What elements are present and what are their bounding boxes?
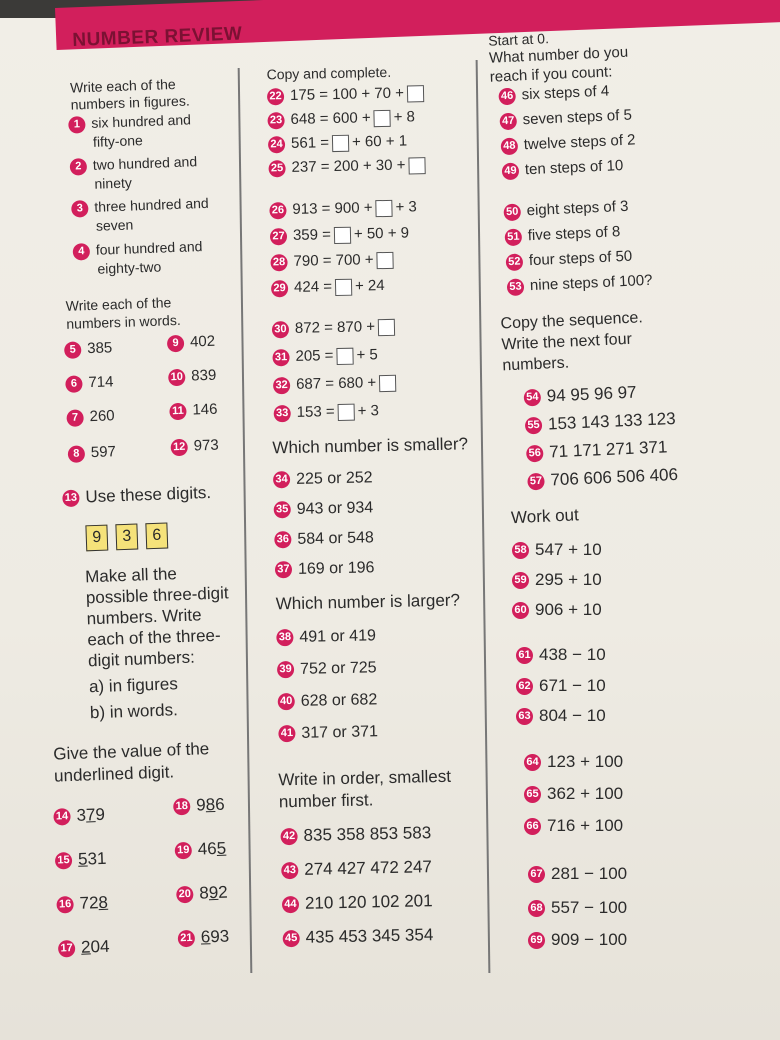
instruction-line: Make all the <box>84 564 178 587</box>
number-to-write: 597 <box>90 443 117 462</box>
question-badge: 55 <box>525 417 543 435</box>
number-part: 72 <box>79 893 99 913</box>
question-badge: 15 <box>55 852 73 870</box>
question-badge: 41 <box>278 725 295 742</box>
question-text: 584 or 548 <box>297 529 375 548</box>
equation-left: 237 = 200 + 30 + <box>291 156 406 176</box>
work-out-item <box>528 898 627 918</box>
question-badge: 45 <box>283 930 300 947</box>
number-part: 9 <box>95 804 106 825</box>
number-part: 31 <box>87 848 107 869</box>
work-out-item <box>516 676 606 696</box>
question-badge: 47 <box>499 112 517 130</box>
number-part: 6 <box>214 794 225 814</box>
step-text: eight steps of 3 <box>526 197 629 220</box>
operation-text: 716 + 100 <box>547 816 624 835</box>
question-badge: 60 <box>512 602 529 619</box>
item-text-line-2: ninety <box>94 174 133 192</box>
work-out-item <box>512 570 602 590</box>
question-badge: 57 <box>527 473 545 491</box>
instruction-line: digit numbers: <box>87 647 196 671</box>
work-out-item <box>516 645 606 665</box>
question-badge: 25 <box>268 160 285 177</box>
question-13-text: Use these digits. <box>85 482 212 507</box>
underlined-digit: 8 <box>205 794 216 815</box>
equation-left: 424 = <box>293 278 333 296</box>
step-text: five steps of 8 <box>527 223 621 245</box>
question-text: 491 or 419 <box>299 627 377 646</box>
number-to-write: 385 <box>86 339 113 358</box>
question-badge: 54 <box>523 389 541 407</box>
number-to-write: 714 <box>88 373 114 392</box>
equation-right: + 3 <box>395 198 417 216</box>
question-badge: 34 <box>273 471 290 488</box>
question-badge: 12 <box>170 438 188 456</box>
number-part: 3 <box>76 805 87 825</box>
question-badge: 32 <box>273 377 290 394</box>
question-badge: 58 <box>512 542 529 559</box>
question-text: 169 or 196 <box>297 559 375 578</box>
number-part: 04 <box>90 936 110 957</box>
question-badge: 17 <box>58 940 76 958</box>
question-badge: 42 <box>280 828 297 845</box>
number-to-write: 146 <box>192 400 218 419</box>
question-badge: 66 <box>524 818 541 835</box>
step-text: nine steps of 100? <box>529 271 653 295</box>
operation-text: 557 − 100 <box>551 898 628 917</box>
operation-text: 547 + 10 <box>535 540 602 559</box>
question-badge: 5 <box>64 341 82 359</box>
underlined-digit: 5 <box>77 849 88 869</box>
question-badge: 21 <box>178 930 196 948</box>
item-text-line-1: three hundred and <box>93 194 209 215</box>
operation-text: 295 + 10 <box>535 570 602 589</box>
equation-left: 687 = 680 + <box>295 374 377 393</box>
question-badge: 33 <box>274 405 291 422</box>
sequence-heading-3: numbers. <box>502 354 570 375</box>
underlined-digit: 8 <box>98 892 109 913</box>
question-badge: 39 <box>277 661 294 678</box>
question-badge: 11 <box>169 402 187 420</box>
work-out-item <box>512 600 602 620</box>
question-badge: 3 <box>71 200 89 218</box>
question-text: 752 or 725 <box>299 659 377 678</box>
item-text-line-2: fifty-one <box>92 132 144 150</box>
work-out-item <box>512 540 602 560</box>
smaller-heading: Which number is smaller? <box>272 434 469 458</box>
question-badge: 63 <box>516 708 533 725</box>
equation-right: + 50 + 9 <box>353 224 410 243</box>
work-out-item <box>516 706 606 726</box>
question-badge: 35 <box>274 501 291 518</box>
operation-text: 909 − 100 <box>551 930 628 949</box>
question-text: 628 or 682 <box>300 691 378 710</box>
sequence-heading-1: Copy the sequence. <box>500 309 644 333</box>
what-line-2: reach if you count: <box>489 63 613 86</box>
words-heading-1: Write each of the <box>65 294 172 314</box>
question-badge: 59 <box>512 572 529 589</box>
question-text: 210 120 102 201 <box>304 891 433 913</box>
part-a: a) in figures <box>88 674 179 697</box>
question-badge: 22 <box>267 88 284 105</box>
sequence-numbers: 706 606 506 406 <box>550 464 679 490</box>
number-to-write: 260 <box>89 407 115 426</box>
question-badge: 46 <box>498 87 516 105</box>
underlined-digit: 5 <box>216 838 227 858</box>
digit-card: 6 <box>145 522 168 549</box>
operation-text: 671 − 10 <box>539 676 606 695</box>
question-badge: 27 <box>270 228 287 245</box>
instruction-line: each of the three- <box>87 625 221 650</box>
question-badge: 28 <box>270 254 287 271</box>
question-badge: 26 <box>269 202 286 219</box>
question-badge: 29 <box>271 280 288 297</box>
question-badge: 65 <box>524 786 541 803</box>
question-text: 317 or 371 <box>301 723 379 742</box>
number-part: 93 <box>209 926 230 947</box>
question-text: 943 or 934 <box>296 499 374 518</box>
equation-right: + 5 <box>356 346 378 364</box>
question-badge: 4 <box>73 243 91 261</box>
question-badge: 43 <box>281 862 298 879</box>
question-badge: 36 <box>274 531 291 548</box>
equation-right: + 24 <box>354 277 385 295</box>
underlined-digit: 6 <box>200 927 211 947</box>
equation-left: 205 = <box>295 347 334 365</box>
question-badge: 48 <box>500 137 518 155</box>
order-heading-1: Write in order, smallest <box>278 766 452 790</box>
underlined-digit: 2 <box>80 937 91 957</box>
question-badge: 61 <box>516 647 533 664</box>
number-to-write: 402 <box>189 332 216 351</box>
question-badge: 62 <box>516 678 533 695</box>
work-out-item <box>528 930 627 950</box>
sequence-heading-2: Write the next four <box>501 330 633 354</box>
question-badge: 14 <box>53 808 71 826</box>
words-heading-2: numbers in words. <box>66 311 181 332</box>
number-part: 46 <box>197 838 217 859</box>
question-badge: 16 <box>56 896 74 914</box>
digit-card: 3 <box>115 524 138 551</box>
question-badge: 30 <box>272 321 289 338</box>
instruction-line: possible three-digit <box>85 583 229 608</box>
question-badge: 7 <box>66 409 84 427</box>
what-line-1: What number do you <box>488 43 629 67</box>
equation-left: 153 = <box>296 403 335 421</box>
operation-text: 438 − 10 <box>539 645 606 664</box>
intro-line-1: Write each of the <box>69 75 176 96</box>
part-b: b) in words. <box>89 700 179 723</box>
question-badge: 31 <box>272 349 289 366</box>
give-heading-2: underlined digit. <box>53 762 175 786</box>
question-badge: 24 <box>268 136 285 153</box>
question-badge: 1 <box>68 116 86 134</box>
number-part: 9 <box>195 795 207 815</box>
question-text: 435 453 345 354 <box>305 925 434 947</box>
sequence-numbers: 94 95 96 97 <box>546 382 637 406</box>
equation-left: 175 = 100 + 70 + <box>289 84 405 104</box>
item-text-line-1: two hundred and <box>92 153 198 173</box>
equation-right: + 3 <box>357 402 380 420</box>
operation-text: 123 + 100 <box>547 752 624 771</box>
operation-text: 906 + 10 <box>535 600 602 619</box>
question-badge: 69 <box>528 932 545 949</box>
question-badge: 6 <box>65 375 83 393</box>
sequence-numbers: 153 143 133 123 <box>547 408 676 434</box>
work-heading: Work out <box>510 505 580 528</box>
item-text-line-1: six hundred and <box>91 111 192 131</box>
item-text-line-2: seven <box>95 216 134 234</box>
equation-left: 790 = 700 + <box>293 251 374 270</box>
question-badge: 51 <box>504 228 522 246</box>
equation-left: 561 = <box>290 134 330 152</box>
step-text: seven steps of 5 <box>522 106 633 129</box>
equation-left: 913 = 900 + <box>292 199 373 218</box>
step-text: four steps of 50 <box>528 247 633 270</box>
question-badge: 38 <box>276 629 293 646</box>
question-badge: 53 <box>507 278 525 296</box>
sequence-numbers: 71 171 271 371 <box>548 437 668 462</box>
question-badge: 10 <box>168 368 186 386</box>
question-badge: 64 <box>524 754 541 771</box>
step-text: ten steps of 10 <box>524 156 624 179</box>
equation-left: 648 = 600 + <box>290 109 371 128</box>
item-text-line-2: eighty-two <box>97 258 162 277</box>
question-badge: 40 <box>278 693 295 710</box>
question-badge: 19 <box>175 842 193 860</box>
equation-right: + 60 + 1 <box>351 132 408 151</box>
digit-card: 9 <box>85 525 108 552</box>
question-badge: 37 <box>275 561 292 578</box>
underlined-digit: 7 <box>85 805 96 825</box>
work-out-item <box>524 784 623 804</box>
question-badge: 23 <box>267 112 284 129</box>
number-to-write: 973 <box>193 436 219 455</box>
instruction-line: numbers. Write <box>86 605 202 629</box>
operation-text: 362 + 100 <box>547 784 624 803</box>
order-heading-2: number first. <box>278 790 374 812</box>
start-text: Start at 0. <box>487 30 550 49</box>
work-out-item <box>524 752 623 772</box>
give-heading-1: Give the value of the <box>53 739 210 764</box>
work-out-item <box>528 864 627 884</box>
operation-text: 804 − 10 <box>539 706 606 725</box>
question-text: 835 358 853 583 <box>303 823 432 845</box>
question-badge: 8 <box>68 445 86 463</box>
question-badge: 2 <box>70 158 88 176</box>
page-title: NUMBER REVIEW <box>72 23 243 51</box>
question-badge: 52 <box>506 253 524 271</box>
question-badge: 13 <box>62 490 80 508</box>
item-text-line-1: four hundred and <box>95 238 203 258</box>
question-badge: 44 <box>282 896 299 913</box>
larger-heading: Which number is larger? <box>275 590 461 614</box>
question-badge: 68 <box>528 900 545 917</box>
question-badge: 49 <box>502 162 520 180</box>
number-part: 8 <box>198 883 210 903</box>
equation-left: 872 = 870 + <box>294 318 376 337</box>
copy-heading: Copy and complete. <box>266 63 392 83</box>
question-badge: 56 <box>526 445 544 463</box>
question-badge: 67 <box>528 866 545 883</box>
intro-line-2: numbers in figures. <box>70 92 190 113</box>
question-badge: 50 <box>503 203 521 221</box>
question-text: 274 427 472 247 <box>304 857 433 879</box>
question-text: 225 or 252 <box>295 469 373 488</box>
operation-text: 281 − 100 <box>551 864 628 883</box>
question-badge: 18 <box>173 798 191 816</box>
work-out-item <box>524 816 623 836</box>
step-text: six steps of 4 <box>521 82 610 104</box>
question-badge: 20 <box>176 886 194 904</box>
question-badge: 9 <box>167 334 185 352</box>
equation-right: + 8 <box>393 108 416 126</box>
equation-left: 359 = <box>292 226 332 244</box>
number-to-write: 839 <box>190 366 217 385</box>
number-part: 2 <box>217 882 229 902</box>
step-text: twelve steps of 2 <box>523 131 636 154</box>
underlined-digit: 9 <box>208 882 219 903</box>
